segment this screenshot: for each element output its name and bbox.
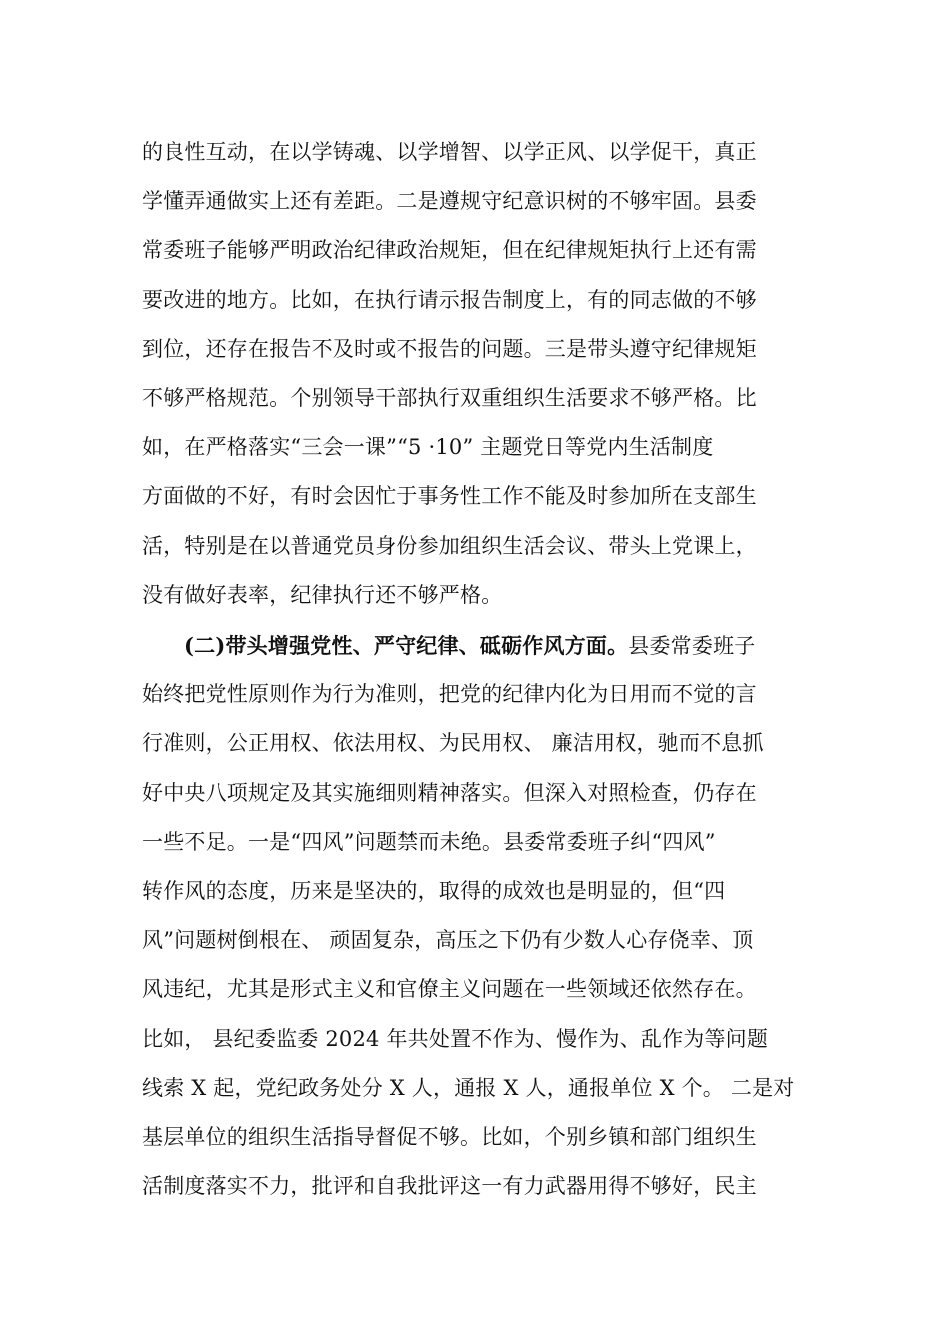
- text-line: 风违纪，尤其是形式主义和官僚主义问题在一些领域还依然存在。: [142, 977, 757, 1002]
- paragraph-1: [142, 128, 807, 620]
- text-line: 方面做的不好，有时会因忙于事务性工作不能及时参加所在支部生: [142, 484, 757, 509]
- text-line: 常委班子能够严明政治纪律政治规矩，但在纪律规矩执行上还有需: [142, 238, 757, 263]
- text-line: 没有做好表率，纪律执行还不够严格。: [142, 582, 503, 607]
- text-line: 要改进的地方。比如，在执行请示报告制度上，有的同志做的不够: [142, 287, 757, 312]
- text-line: 活制度落实不力，批评和自我批评这一有力武器用得不够好，民主: [142, 1174, 757, 1199]
- text-line: 学懂弄通做实上还有差距。二是遵规守纪意识树的不够牢固。县委: [142, 189, 757, 214]
- text-line: 基层单位的组织生活指导督促不够。比如，个别乡镇和部门组织生: [142, 1124, 757, 1149]
- text-line: 转作风的态度，历来是坚决的，取得的成效也是明显的，但“四: [142, 878, 726, 903]
- text-line: 不够严格规范。个别领导干部执行双重组织生活要求不够严格。比: [142, 385, 757, 410]
- text-line: 比如， 县纪委监委 2024 年共处置不作为、慢作为、乱作为等问题: [142, 1026, 769, 1051]
- text-line: 风”问题树倒根在、 顽固复杂，高压之下仍有少数人心存侥幸、顶: [142, 928, 754, 953]
- text-line: 线索 X 起，党纪政务处分 X 人，通报 X 人，通报单位 X 个。 二是对: [142, 1075, 795, 1100]
- text-line: 如，在严格落实“三会一课”“5 ·10” 主题党日等党内生活制度: [142, 435, 714, 460]
- text-line: 的良性互动，在以学铸魂、以学增智、以学正风、以学促干，真正: [142, 140, 757, 164]
- heading-trailing-text: 县委常委班子: [628, 634, 756, 658]
- text-line: 行准则，公正用权、依法用权、为民用权、 廉洁用权，驰而不息抓: [142, 731, 764, 756]
- text-line: 一些不足。一是“四风”问题禁而未绝。县委常委班子纠“四风”: [142, 829, 716, 854]
- section-heading: (二)带头增强党性、严守纪律、砥砺作风方面。: [184, 633, 629, 658]
- text-line: 活，特别是在以普通党员身份参加组织生活会议、带头上党课上，: [142, 533, 757, 558]
- text-line: 始终把党性原则作为行为准则，把党的纪律内化为日用而不觉的言: [142, 682, 757, 707]
- text-line: 好中央八项规定及其实施细则精神落实。但深入对照检查，仍存在: [142, 780, 757, 805]
- paragraph-2: [142, 621, 807, 1211]
- text-line: 到位，还存在报告不及时或不报告的问题。三是带头遵守纪律规矩: [142, 336, 757, 361]
- paragraph-2-first-line: [142, 621, 807, 670]
